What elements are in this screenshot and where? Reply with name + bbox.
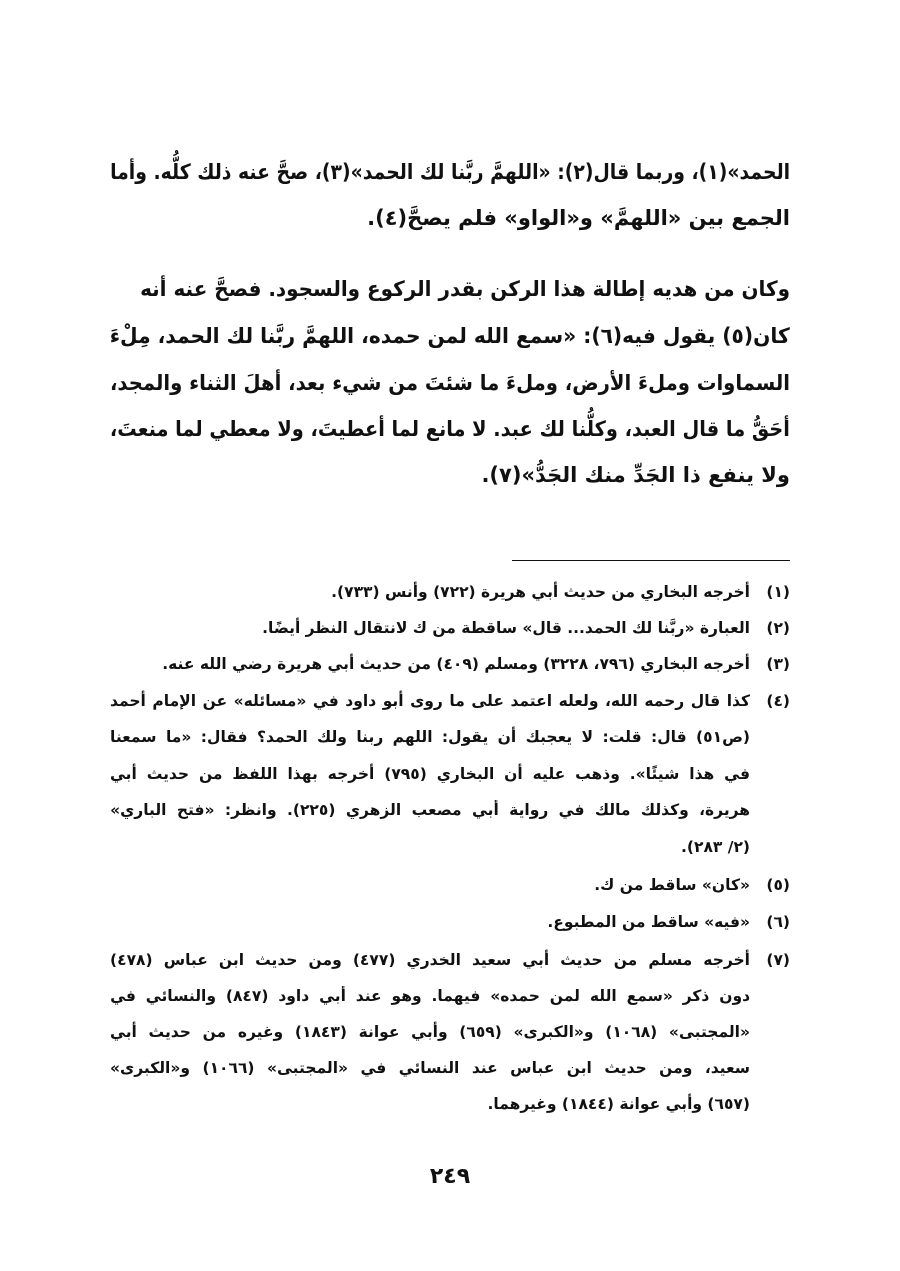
footnote-line [110, 833, 750, 861]
main-line [110, 319, 790, 353]
footnote-line [110, 650, 750, 678]
footnote-line [110, 1018, 750, 1046]
main-line-text: أحَقُّ ما قال العبد، وكلُّنا لك عبد. لا مانع لما أعطيتَ، ولا معطي لما منعتَ، [110, 417, 790, 441]
footnote-line-text: (ص٥١) قال: قلت: لا يعجبك أن يقول: اللهم ربنا ولك الحمد؟ فقال: «ما سمعنا [110, 728, 750, 746]
footnote-line [110, 760, 750, 788]
main-line [110, 155, 790, 189]
main-line-text: الحمد»(١)، وربما قال(٢): «اللهمَّ ربَّنا لك الحمد»(٣)، صحَّ عنه ذلك كلُّه. وأما [110, 160, 790, 184]
footnote-line [110, 982, 750, 1010]
footnote-line-text: (٢/ ٢٨٣). [681, 838, 750, 856]
footnote-line-text: دون ذكر «سمع الله لمن حمده» فيهما. وهو عند أبي داود (٨٤٧) والنسائي في [110, 987, 750, 1005]
footnote-line-text: العبارة «ربَّنا لك الحمد... قال» ساقطة من ك لانتقال النظر أيضًا. [262, 619, 750, 637]
footnote-line [110, 871, 750, 899]
footnote-line-text: هريرة، وكذلك مالك في رواية أبي مصعب الزهري (٢٢٥). وانظر: «فتح الباري» [110, 801, 750, 819]
main-line [110, 412, 790, 446]
footnote-line-text: أخرجه البخاري (٧٩٦، ٣٢٢٨) ومسلم (٤٠٩) من حديث أبي هريرة رضي الله عنه. [162, 655, 750, 673]
footnote-line [110, 796, 750, 824]
page-number: ٢٤٩ [429, 1164, 471, 1189]
footnote-line-text: (٦٥٧) وأبي عوانة (١٨٤٤) وغيرهما. [487, 1095, 750, 1113]
main-line-text: السماوات وملءَ الأرض، وملءَ ما شئتَ من شيء بعد، أهلَ الثناء والمجد، [110, 371, 790, 395]
main-line [110, 458, 790, 492]
footnote-line-text: سعيد، ومن حديث ابن عباس عند النسائي في «المجتبى» (١٠٦٦) و«الكبرى» [110, 1059, 750, 1077]
main-line [140, 272, 790, 306]
footnote-line [110, 908, 750, 936]
footnote-line [110, 1054, 750, 1082]
footnote-line [110, 723, 750, 751]
main-line [110, 201, 790, 235]
main-line [110, 366, 790, 400]
footnote-number: (٢) [766, 619, 790, 637]
main-line-text: كان(٥) يقول فيه(٦): «سمع الله لمن حمده، اللهمَّ ربَّنا لك الحمد، مِلْءَ [110, 324, 790, 348]
footnote-number: (٣) [766, 655, 790, 673]
footnote-line [110, 578, 750, 606]
footnote-number: (٧) [766, 951, 790, 969]
footnote-number: (٤) [766, 692, 790, 710]
footnote-line [110, 614, 750, 642]
footnote-line-text: في هذا شيئًا». وذهب عليه أن البخاري (٧٩٥) أخرجه بهذا اللفظ من حديث أبي [110, 765, 750, 783]
footnote-line-text: «فيه» ساقط من المطبوع. [547, 913, 750, 931]
footnote-number: (٦) [766, 913, 790, 931]
footnote-line-text: أخرجه مسلم من حديث أبي سعيد الخدري (٤٧٧) ومن حديث ابن عباس (٤٧٨) [110, 951, 750, 969]
footnote-divider [512, 560, 790, 561]
main-line-text: الجمع بين «اللهمَّ» و«الواو» فلم يصحَّ(٤). [367, 206, 790, 230]
main-line-text: وكان من هديه إطالة هذا الركن بقدر الركوع والسجود. فصحَّ عنه أنه [140, 277, 790, 301]
footnote-number: (٥) [766, 876, 790, 894]
footnote-line [110, 946, 750, 974]
footnote-line-text: أخرجه البخاري من حديث أبي هريرة (٧٢٢) وأنس (٧٣٣). [331, 583, 750, 601]
main-line-text: ولا ينفع ذا الجَدِّ منك الجَدُّ»(٧). [481, 463, 790, 487]
footnote-line [110, 1090, 750, 1118]
footnote-line-text: «المجتبى» (١٠٦٨) و«الكبرى» (٦٥٩) وأبي عوانة (١٨٤٣) وغيره من حديث أبي [110, 1023, 750, 1041]
footnote-line-text: «كان» ساقط من ك. [594, 876, 750, 894]
footnote-line [110, 687, 750, 715]
footnote-number: (١) [766, 583, 790, 601]
footnote-line-text: كذا قال رحمه الله، ولعله اعتمد على ما روى أبو داود في «مسائله» عن الإمام أحمد [110, 692, 750, 710]
